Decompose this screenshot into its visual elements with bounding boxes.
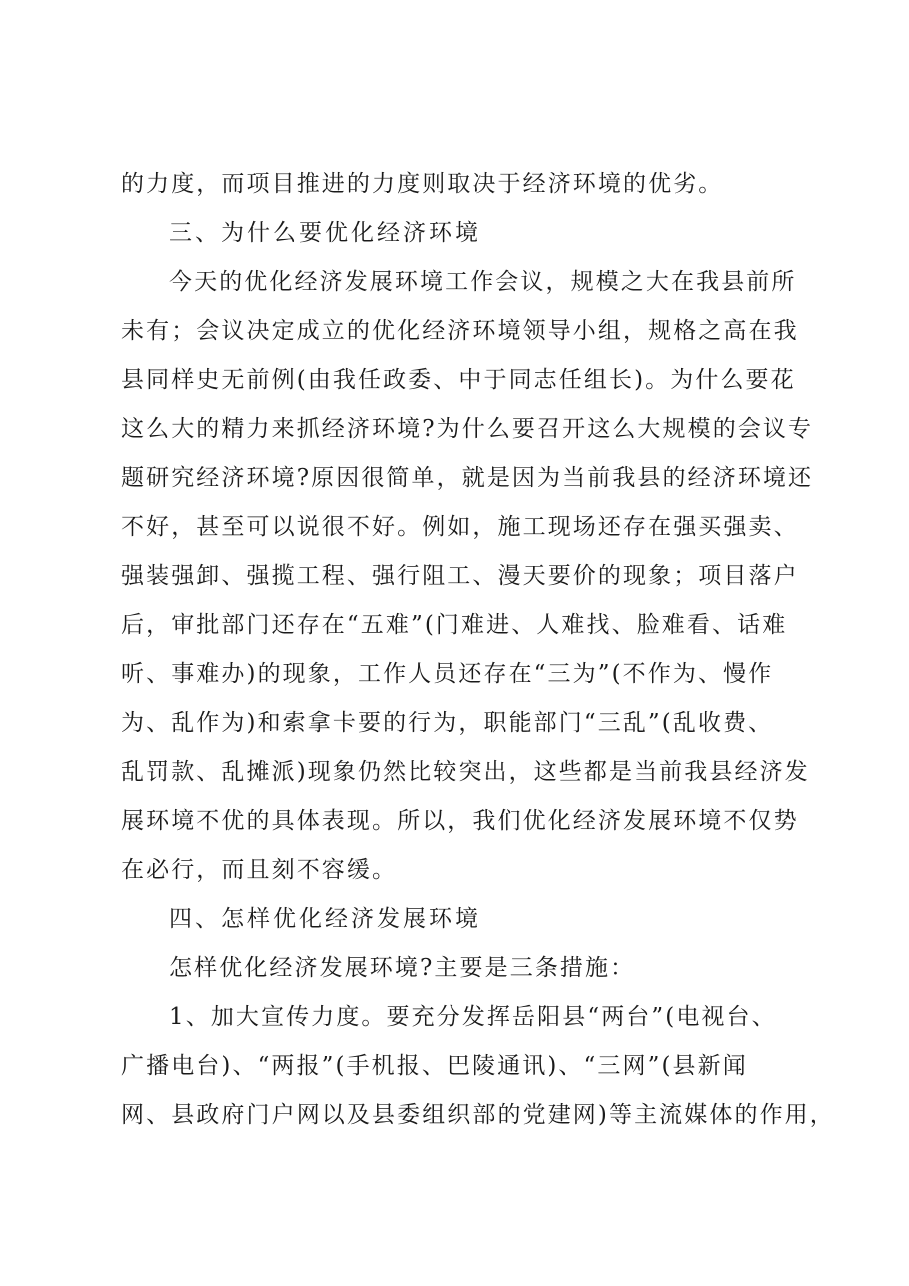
paragraph-line: 后，审批部门还存在“五难”(门难进、人难找、脸难看、话难 [121,612,788,638]
list-item-1-line: 网、县政府门户网以及县委组织部的党建网)等主流媒体的作用， [121,1102,835,1128]
body-text-line: 的力度，而项目推进的力度则取决于经济环境的优劣。 [121,171,724,197]
paragraph-line: 题研究经济环境?原因很简单，就是因为当前我县的经济环境还 [121,465,814,491]
paragraph-line: 这么大的精力来抓经济环境?为什么要召开这么大规模的会议专 [121,416,814,442]
paragraph-line: 为、乱作为)和索拿卡要的行为，职能部门“三乱”(乱收费、 [121,710,774,736]
paragraph-line: 怎样优化经济发展环境?主要是三条措施： [169,955,636,981]
paragraph-line: 听、事难办)的现象，工作人员还存在“三为”(不作为、慢作 [121,661,774,687]
paragraph-line: 未有；会议决定成立的优化经济环境领导小组，规格之高在我 [121,318,799,344]
list-item-1-line: 广播电台)、“两报”(手机报、巴陵通讯)、“三网”(县新闻 [121,1053,748,1079]
section-heading-4: 四、怎样优化经济发展环境 [169,906,481,932]
paragraph-line: 强装强卸、强揽工程、强行阻工、漫天要价的现象；项目落户 [121,563,799,589]
paragraph-line: 不好，甚至可以说很不好。例如，施工现场还存在强买强卖、 [121,514,799,540]
paragraph-line: 乱罚款、乱摊派)现象仍然比较突出，这些都是当前我县经济发 [121,759,810,785]
list-item-1-line: 1、加大宣传力度。要充分发挥岳阳县“两台”(电视台、 [169,1004,777,1030]
paragraph-line: 在必行，而且刻不容缓。 [121,857,398,883]
paragraph-line: 县同样史无前例(由我任政委、中于同志任组长)。为什么要花 [121,367,796,393]
section-heading-3: 三、为什么要优化经济环境 [169,220,481,246]
paragraph-line: 今天的优化经济发展环境工作会议，规模之大在我县前所 [169,269,797,295]
paragraph-line: 展环境不优的具体表现。所以，我们优化经济发展环境不仅势 [121,808,799,834]
